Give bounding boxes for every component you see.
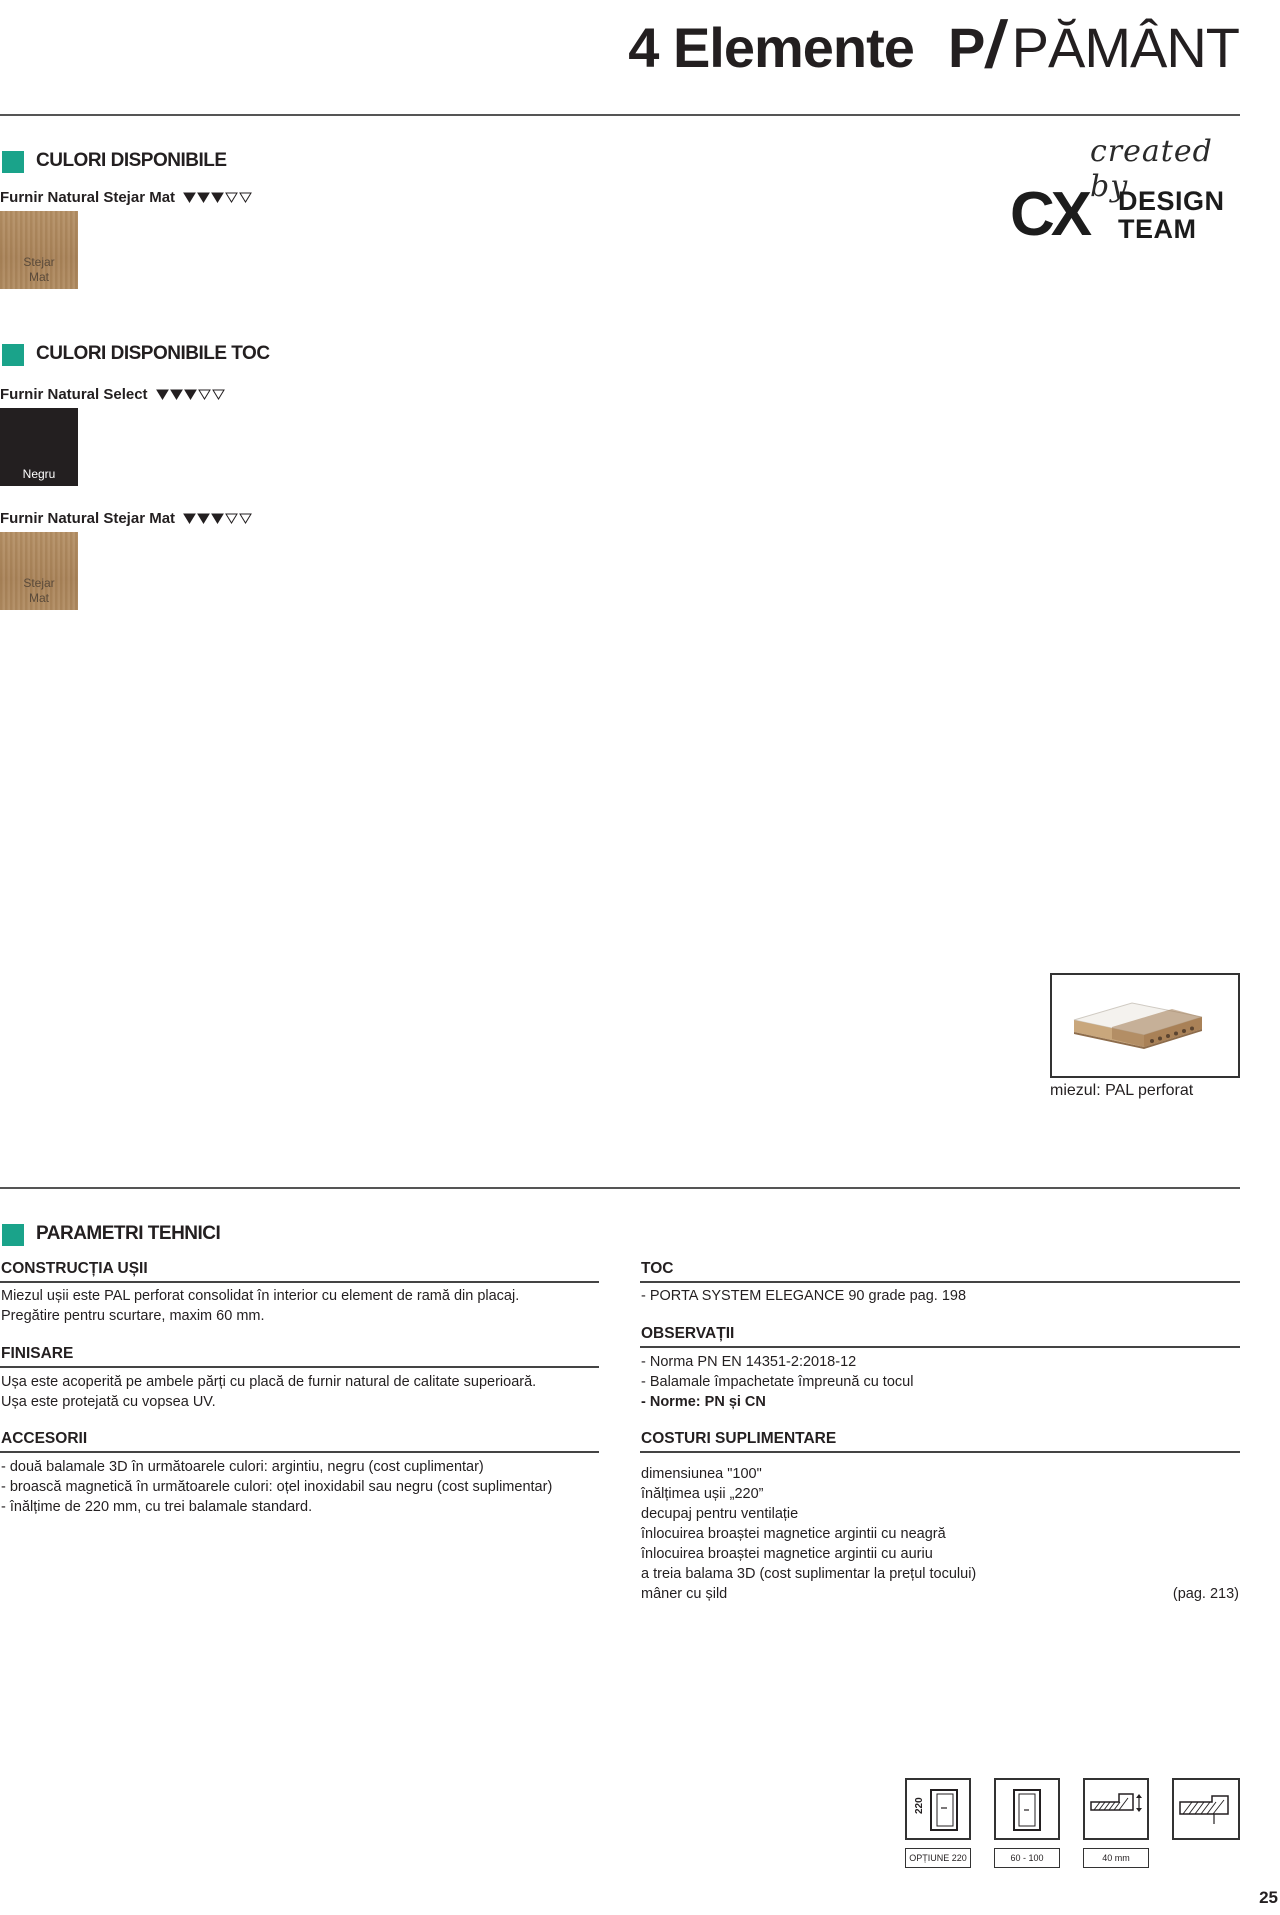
section-marker [2, 1224, 24, 1246]
swatch-label-line2: Mat [28, 591, 49, 605]
thickness-label: 40 mm [1083, 1848, 1149, 1868]
door-width-icon [994, 1778, 1060, 1840]
logo-created-by: created by [1090, 134, 1213, 204]
text-line: - două balamale 3D în următoarele culori: argintiu, negru (cost cuplimentar) [1, 1459, 484, 1475]
finish-name: Furnir Natural Stejar Mat [0, 189, 176, 206]
cx-design-team-logo [1010, 134, 1242, 250]
diamond-filled-icon [183, 192, 196, 203]
text-line: Ușa este acoperită pe ambele părți cu placă de furnir natural de calitate superioară. [1, 1374, 537, 1390]
frame-profile-icon [1172, 1778, 1240, 1840]
text-line: a treia balama 3D (cost suplimentar la prețul tocului) [641, 1566, 977, 1582]
page-reference: (pag. 213) [1172, 1586, 1239, 1602]
page-number: 25 [1259, 1888, 1278, 1907]
subsection-rule [640, 1451, 1240, 1453]
option-220-label: OPȚIUNE 220 [905, 1848, 971, 1868]
title-number-part: 4 Elemente [628, 16, 914, 79]
subsection-rule [640, 1281, 1240, 1283]
text-line: - înălțime de 220 mm, cu trei balamale standard. [1, 1499, 313, 1515]
swatch-label-line1: Negru [22, 467, 56, 481]
text-line: - broască magnetică în următoarele culori: oțel inoxidabil sau negru (cost suplimentar) [1, 1479, 553, 1495]
section-divider [0, 1187, 1240, 1189]
door-thickness-icon [1083, 1778, 1149, 1840]
diamond-empty-icon [225, 192, 238, 203]
swatch-stejar-mat [0, 532, 78, 610]
header-divider [0, 114, 1240, 116]
title-collection-name: PĂMÂNT [1011, 16, 1239, 79]
subsection-rule [0, 1366, 599, 1368]
tech-heading: PARAMETRI TEHNICI [36, 1223, 221, 1244]
colors-heading: CULORI DISPONIBILE [36, 150, 227, 171]
diamond-filled-icon [211, 513, 224, 524]
swatch-stejar-mat [0, 211, 78, 289]
text-line: înlocuirea broaștei magnetice argintii cu neagră [641, 1526, 946, 1542]
finish-name: Furnir Natural Select [0, 386, 148, 403]
section-marker [2, 151, 24, 173]
core-caption: miezul: PAL perforat [1050, 1082, 1194, 1099]
finish-name: Furnir Natural Stejar Mat [0, 510, 176, 527]
toc-text [641, 1286, 966, 1306]
core-cross-section-image [1052, 975, 1238, 1076]
title-slash: / [982, 7, 1011, 81]
frame-colors-heading: CULORI DISPONIBILE TOC [36, 343, 270, 364]
text-line: decupaj pentru ventilație [641, 1506, 799, 1522]
accessories-title: ACCESORII [1, 1430, 88, 1447]
logo-team: TEAM [1118, 214, 1197, 244]
extra-costs-text [641, 1464, 976, 1604]
text-line: - Norma PN EN 14351-2:2018-12 [641, 1354, 857, 1370]
swatch-label-line1: Stejar [23, 255, 55, 269]
title-letter: P [947, 16, 986, 79]
core-illustration-frame [1050, 973, 1240, 1078]
finish-label [0, 189, 252, 206]
page-title [628, 8, 1239, 84]
text-line: dimensiunea "100" [641, 1466, 762, 1482]
observations-text [641, 1352, 913, 1412]
finish-text [1, 1372, 536, 1412]
logo-cx-mark: CX [1010, 180, 1089, 249]
rating-diamonds [183, 192, 252, 203]
text-line: mâner cu șild [641, 1586, 728, 1602]
swatch-negru [0, 408, 78, 486]
finish-label [0, 386, 225, 403]
text-line: înălțimea ușii „220” [641, 1486, 764, 1502]
diamond-filled-icon [184, 389, 197, 400]
section-marker [2, 344, 24, 366]
swatch-label-line1: Stejar [23, 576, 55, 590]
diamond-filled-icon [183, 513, 196, 524]
observations-title: OBSERVAȚII [641, 1325, 735, 1342]
diamond-filled-icon [156, 389, 169, 400]
text-line: înlocuirea broaștei magnetice argintii cu auriu [641, 1546, 933, 1562]
door-construction-text [1, 1286, 519, 1326]
subsection-rule [0, 1281, 599, 1283]
height-220-icon [905, 1778, 971, 1840]
diamond-filled-icon [170, 389, 183, 400]
finish-title: FINISARE [1, 1345, 74, 1362]
diamond-empty-icon [239, 513, 252, 524]
diamond-filled-icon [197, 513, 210, 524]
diamond-empty-icon [239, 192, 252, 203]
diamond-filled-icon [211, 192, 224, 203]
diamond-empty-icon [198, 389, 211, 400]
width-range-label: 60 - 100 [994, 1848, 1060, 1868]
text-line-bold: - Norme: PN și CN [641, 1394, 766, 1410]
toc-title: TOC [641, 1260, 674, 1277]
height-value: 220 [914, 1797, 925, 1814]
text-line: Pregătire pentru scurtare, maxim 60 mm. [1, 1308, 265, 1324]
accessories-text [1, 1457, 552, 1517]
diamond-filled-icon [197, 192, 210, 203]
door-construction-title: CONSTRUCȚIA UȘII [1, 1260, 148, 1277]
logo-design: DESIGN [1118, 186, 1225, 216]
swatch-label-line2: Mat [28, 270, 49, 284]
diamond-empty-icon [212, 389, 225, 400]
extra-costs-title: COSTURI SUPLIMENTARE [641, 1430, 837, 1447]
rating-diamonds [156, 389, 225, 400]
diamond-empty-icon [225, 513, 238, 524]
text-line: - PORTA SYSTEM ELEGANCE 90 grade pag. 198 [641, 1288, 967, 1304]
finish-label [0, 510, 252, 527]
text-line: Ușa este protejată cu vopsea UV. [1, 1394, 216, 1410]
rating-diamonds [183, 513, 252, 524]
text-line: Miezul ușii este PAL perforat consolidat în interior cu element de ramă din placaj. [1, 1288, 520, 1304]
text-line: - Balamale împachetate împreună cu tocul [641, 1374, 914, 1390]
subsection-rule [640, 1346, 1240, 1348]
subsection-rule [0, 1451, 599, 1453]
